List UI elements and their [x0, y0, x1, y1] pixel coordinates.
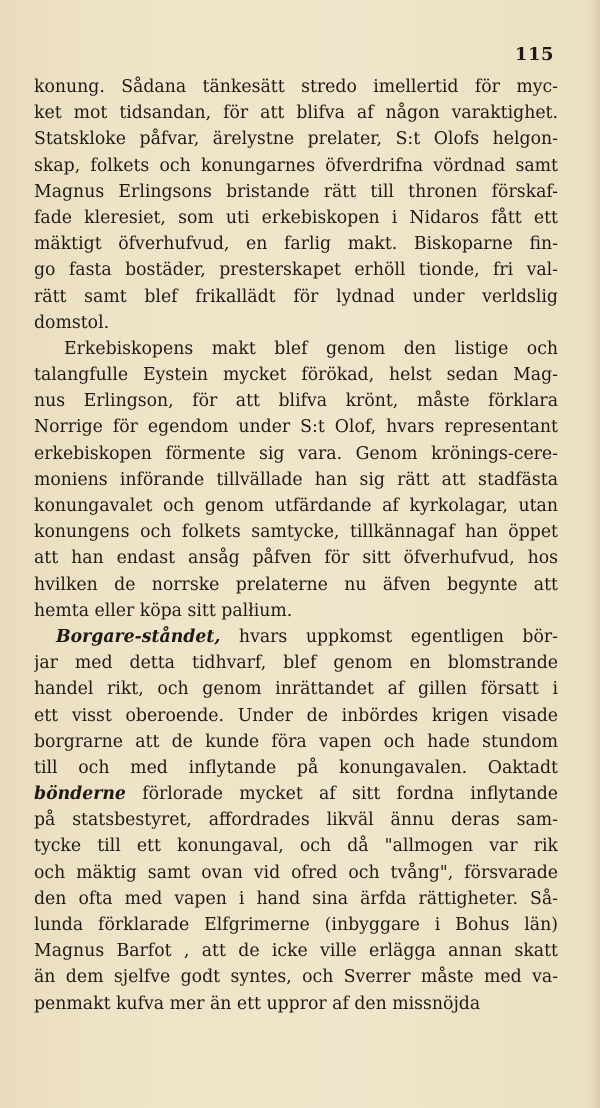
line-text: fade kleresiet, som uti erkebiskopen i Nidaros fått ett	[34, 207, 558, 228]
text-line	[34, 205, 558, 231]
text-line	[34, 833, 558, 859]
emphasized-term: bönderne	[34, 784, 126, 805]
line-text: ett visst oberoende. Under de inbördes krigen visade	[34, 705, 558, 726]
text-line	[34, 414, 558, 440]
text-line	[34, 729, 558, 755]
text-line	[34, 755, 558, 781]
text-line	[34, 441, 558, 467]
text-line	[34, 938, 558, 964]
line-text: ket mot tidsandan, för att blifva af någon varaktighet.	[34, 103, 558, 124]
text-line	[34, 467, 558, 493]
text-line	[34, 703, 558, 729]
emphasized-term: Borgare-ståndet,	[56, 626, 221, 647]
line-text: Magnus Barfot , att de icke ville erlägga annan skatt	[34, 941, 558, 962]
text-line	[34, 493, 558, 519]
text-line	[34, 257, 558, 283]
line-text: till och med inflytande på konungavalen. Oaktadt	[34, 757, 558, 778]
line-text: och mäktig samt ovan vid ofred och tvång", försvarade	[34, 862, 558, 883]
text-line	[34, 676, 558, 702]
body-text	[34, 74, 558, 1017]
line-text: go fasta bostäder, presterskapet erhöll tionde, fri val-	[34, 260, 558, 281]
text-line	[34, 572, 558, 598]
line-text: talangfulle Eystein mycket förökad, helst sedan Mag-	[34, 365, 558, 386]
text-line	[34, 179, 558, 205]
line-text: hemta eller köpa sitt palłium.	[34, 600, 293, 621]
text-line	[34, 284, 558, 310]
line-text: att han endast ansåg påfven för sitt öfverhufvud, hos	[34, 548, 558, 569]
text-line	[34, 598, 558, 624]
text-line	[34, 860, 558, 886]
text-line	[34, 74, 558, 100]
line-text: jar med detta tidhvarf, blef genom en blomstrande	[34, 653, 558, 674]
text-line	[34, 912, 558, 938]
line-text: på statsbestyret, affordrades likväl ännu deras sam-	[34, 810, 558, 831]
text-line	[34, 231, 558, 257]
text-line	[34, 781, 558, 807]
text-line	[34, 991, 558, 1017]
text-line	[34, 650, 558, 676]
line-text: moniens införande tillvällade han sig rätt att stadfästa	[34, 469, 558, 490]
line-text: Statskloke påfvar, ärelystne prelater, S:t Olofs helgon-	[34, 129, 558, 150]
line-text: handel rikt, och genom inrättandet af gillen försatt i	[34, 679, 558, 700]
text-line	[34, 807, 558, 833]
text-line	[34, 362, 558, 388]
text-line	[34, 519, 558, 545]
line-text: tycke till ett konungaval, och då "allmogen var rik	[34, 836, 558, 857]
text-line	[34, 388, 558, 414]
text-line	[34, 886, 558, 912]
line-text: Magnus Erlingsons bristande rätt till thronen förskaf-	[34, 181, 558, 202]
line-text: nus Erlingson, för att blifva krönt, måste förklara	[34, 391, 558, 412]
text-line	[34, 336, 558, 362]
line-text: den ofta med vapen i hand sina ärfda rättigheter. Så-	[34, 888, 558, 909]
line-text: Norrige för egendom under S:t Olof, hvars representant	[34, 417, 558, 438]
line-text: skap, folkets och konungarnes öfverdrifna vördnad samt	[34, 155, 558, 176]
line-text: lunda förklarade Elfgrimerne (inbyggare i Bohus län)	[34, 915, 558, 935]
page-edge-shadow	[590, 0, 600, 1108]
line-text: hvilken de norrske prelaterne nu äfven begynte att	[34, 574, 558, 595]
line-text: mäktigt öfverhufvud, en farlig makt. Biskoparne fin-	[34, 234, 558, 255]
line-text: rätt samt blef frikallädt för lydnad under verldslig	[34, 286, 558, 307]
line-text: erkebiskopen förmente sig vara. Genom krönings-cere-	[34, 443, 558, 464]
line-text: än dem sjelfve godt syntes, och Sverrer måste med va-	[34, 967, 558, 988]
text-line	[34, 545, 558, 571]
line-text: förlorade mycket af sitt fordna inflytande	[125, 784, 558, 805]
text-line	[34, 310, 558, 336]
line-text: borgrarne att de kunde föra vapen och hade stundom	[34, 731, 558, 752]
text-line	[34, 964, 558, 990]
text-line	[34, 126, 558, 152]
text-line	[34, 100, 558, 126]
line-text: konung. Sådana tänkesätt stredo imellertid för myc-	[34, 77, 558, 97]
page-number: 115	[514, 44, 554, 65]
line-text: konungavalet och genom utfärdande af kyrkolagar, utan	[34, 496, 558, 516]
line-text: konungens och folkets samtycke, tillkännagaf han öppet	[34, 522, 558, 543]
line-text: hvars uppkomst egentligen bör-	[220, 626, 558, 647]
line-text: Erkebiskopens makt blef genom den listige och	[64, 338, 558, 359]
line-text: penmakt kufva mer än ett uppror af den missnöjda	[34, 993, 481, 1014]
text-line	[34, 153, 558, 179]
text-line	[34, 624, 558, 650]
line-text: domstol.	[34, 312, 110, 333]
